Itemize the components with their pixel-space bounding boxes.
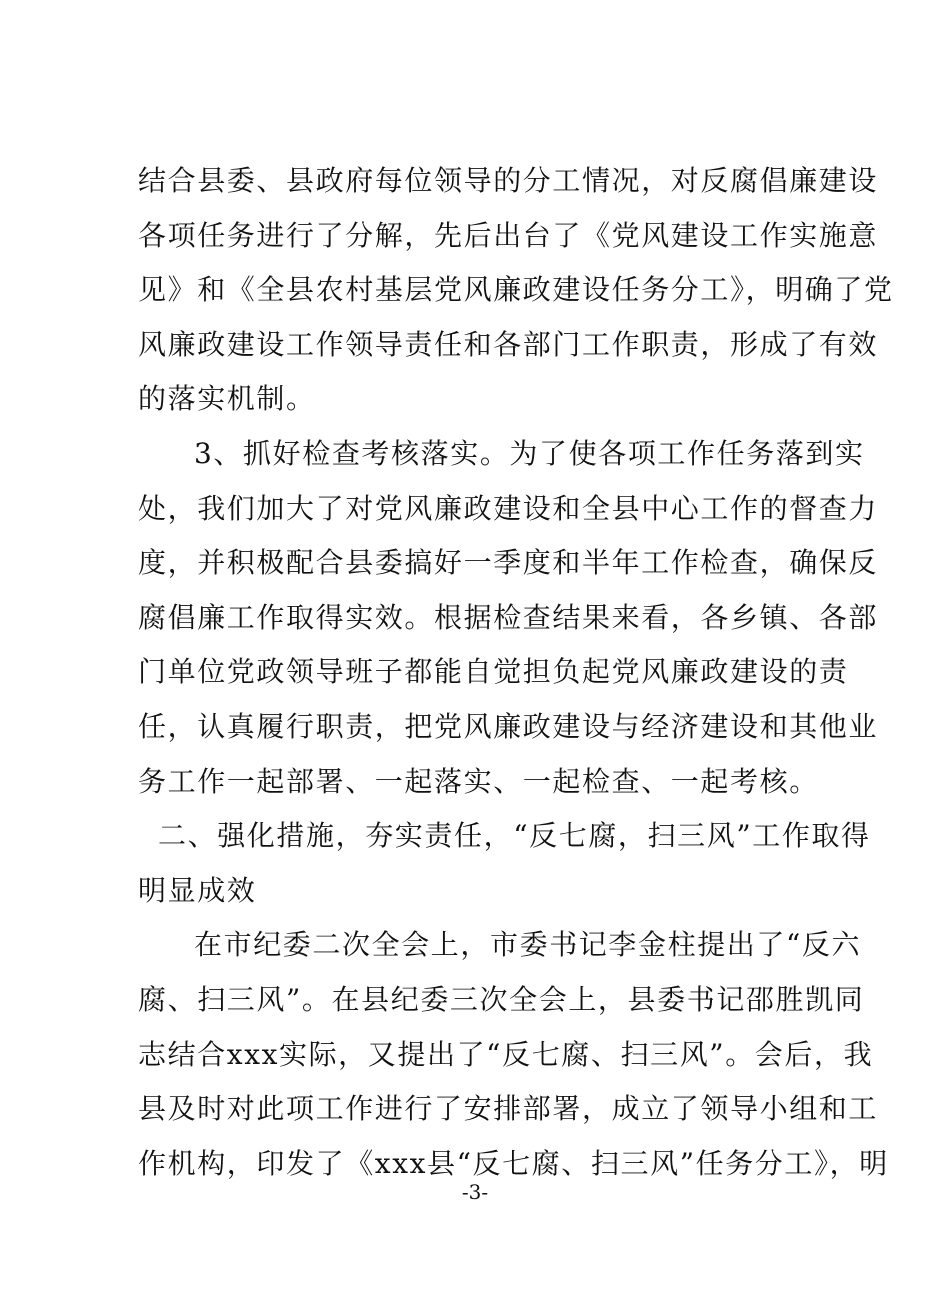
body-text xyxy=(138,154,894,1191)
text-line: 处，我们加大了对党风廉政建设和全县中心工作的督查力 xyxy=(138,491,879,525)
text-line: 任，认真履行职责，把党风廉政建设与经济建设和其他业 xyxy=(138,709,879,743)
text-line: 度，并积极配合县委搞好一季度和半年工作检查，确保反 xyxy=(138,546,879,580)
text-line: 腐、扫三风”。在县纪委三次全会上，县委书记邵胜凯同 xyxy=(138,982,865,1016)
section-heading: 二、强化措施，夯实责任，“反七腐，扫三风”工作取得 xyxy=(158,819,871,853)
text-line: 结合县委、县政府每位领导的分工情况，对反腐倡廉建设 xyxy=(138,164,879,197)
text-line: 风廉政建设工作领导责任和各部门工作职责，形成了有效 xyxy=(138,327,879,361)
section-heading-continued: 明显成效 xyxy=(138,873,257,907)
text-line: 志结合xxx实际，又提出了“反七腐、扫三风”。会后，我 xyxy=(138,1037,874,1071)
paragraph-start-line: 在市纪委二次全会上，市委书记李金柱提出了“反六 xyxy=(194,928,862,962)
page-number: -3- xyxy=(461,1180,489,1204)
text-line: 作机构，印发了《xxx县“反七腐、扫三风”任务分工》，明 xyxy=(138,1146,889,1180)
text-line: 门单位党政领导班子都能自觉担负起党风廉政建设的责 xyxy=(138,655,849,689)
paragraph-start-line: 3、抓好检查考核落实。为了使各项工作任务落到实 xyxy=(194,436,865,470)
text-line: 各项任务进行了分解，先后出台了《党风建设工作实施意 xyxy=(138,218,879,252)
text-line: 务工作一起部署、一起落实、一起检查、一起考核。 xyxy=(138,764,819,798)
text-line: 腐倡廉工作取得实效。根据检查结果来看，各乡镇、各部 xyxy=(138,600,879,634)
text-line: 县及时对此项工作进行了安排部署，成立了领导小组和工 xyxy=(138,1092,879,1126)
text-line: 的落实机制。 xyxy=(138,382,316,416)
text-line: 见》和《全县农村基层党风廉政建设任务分工》，明确了党 xyxy=(138,273,894,307)
